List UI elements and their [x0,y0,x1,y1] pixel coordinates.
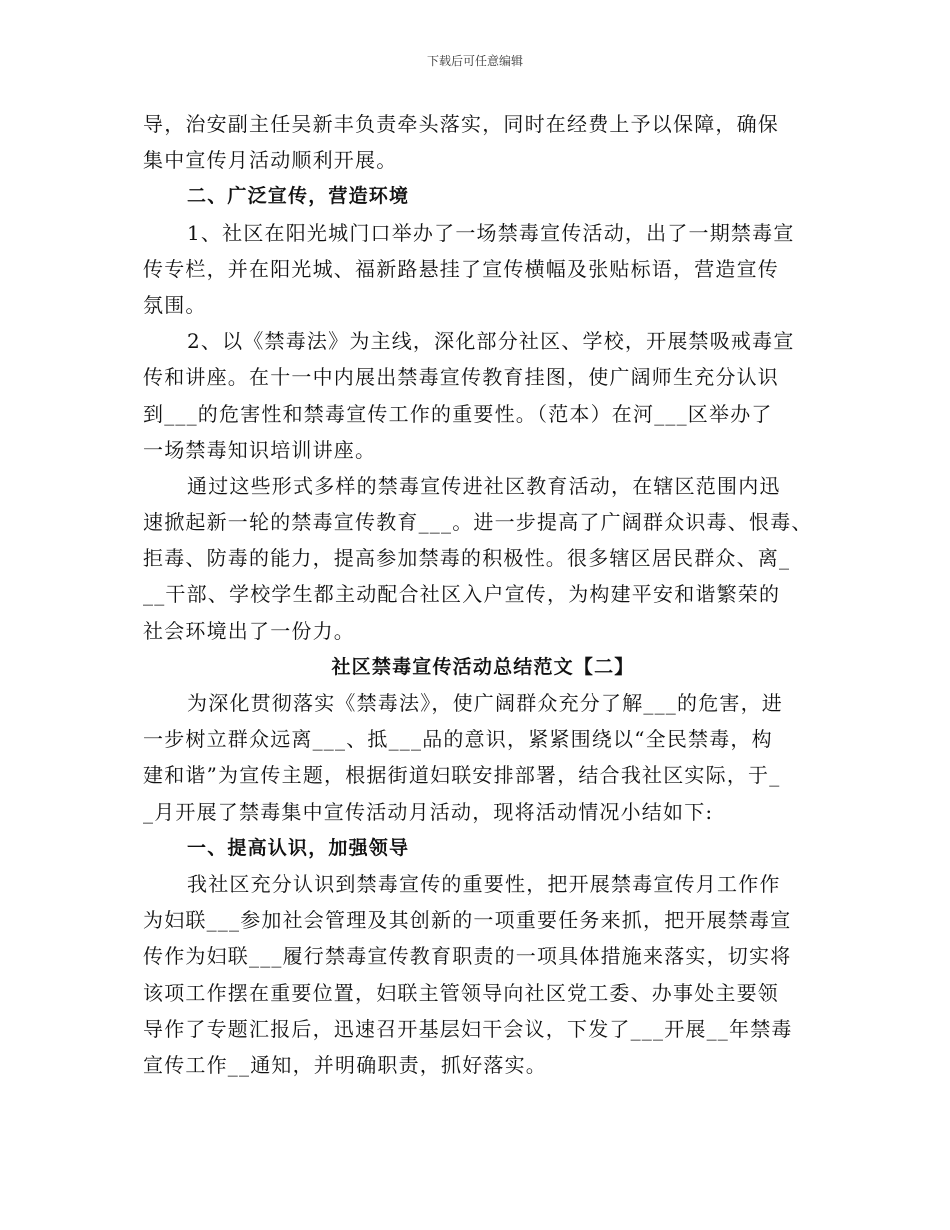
paragraph-line: 导作了专题汇报后，迅速召开基层妇干会议，下发了___开展__年禁毒 [143,1016,793,1041]
paragraph-line: 传作为妇联___履行禁毒宣传教育职责的一项具体措施来落实，切实将 [143,944,792,969]
paragraph-line: 集中宣传月活动顺利开展。 [143,148,398,173]
paragraph-line: 拒毒、防毒的能力，提高参加禁毒的积极性。很多辖区居民群众、离_ [143,546,791,571]
paragraph-line: __干部、学校学生都主动配合社区入户宣传，为构建平安和谐繁荣的 [143,582,781,607]
paragraph-line: 到___的危害性和禁毒宣传工作的重要性。（范本）在河___区举办了 [143,401,773,426]
paragraph-line: 该项工作摆在重要位置，妇联主管领导向社区党工委、办事处主要领 [143,980,779,1005]
paragraph-line: 通过这些形式多样的禁毒宣传进社区教育活动，在辖区范围内迅 [187,473,781,498]
section-heading: 二、广泛宣传，营造环境 [187,185,410,208]
paragraph-line: _月开展了禁毒集中宣传活动月活动，现将活动情况小结如下: [143,799,714,824]
paragraph-line: 一场禁毒知识培训讲座。 [143,437,377,462]
paragraph-line: 导，治安副主任吴新丰负责牵头落实，同时在经费上予以保障，确保 [143,112,779,136]
paragraph-line: 传专栏，并在阳光城、福新路悬挂了宣传横幅及张贴标语，营造宣传 [143,256,779,281]
paragraph-line: 一步树立群众远离___、抵___品的意识，紧紧围绕以“全民禁毒，构 [143,727,773,752]
section-heading: 一、提高认识，加强领导 [187,836,410,859]
document-title: 社区禁毒宣传活动总结范文【二】 [331,655,635,678]
paragraph-line: 建和谐”为宣传主题，根据街道妇联安排部署，结合我社区实际，于_ [143,763,781,788]
paragraph-line: 传和讲座。在十一中内展出禁毒宣传教育挂图，使广阔师生充分认识 [143,365,779,390]
page-header-note: 下载后可任意编辑 [426,54,523,68]
paragraph-line: 我社区充分认识到禁毒宣传的重要性，把开展禁毒宣传月工作作 [187,871,781,896]
paragraph-line: 为妇联___参加社会管理及其创新的一项重要任务来抓，把开展禁毒宣 [143,908,792,933]
paragraph-line: 速掀起新一轮的禁毒宣传教育___。进一步提高了广阔群众识毒、恨毒、 [143,510,813,535]
paragraph-line: 社会环境出了一份力。 [143,618,355,643]
paragraph-line: 为深化贯彻落实《禁毒法》，使广阔群众充分了解___的危害，进 [187,691,783,715]
document-body [143,106,823,1083]
paragraph-line: 1、社区在阳光城门口举办了一场禁毒宣传活动，出了一期禁毒宣 [187,220,795,245]
paragraph-line: 宣传工作__通知，并明确职责，抓好落实。 [143,1052,547,1077]
paragraph-line: 氛围。 [143,292,207,317]
paragraph-line: 2、以《禁毒法》为主线，深化部分社区、学校，开展禁吸戒毒宣 [187,329,795,354]
